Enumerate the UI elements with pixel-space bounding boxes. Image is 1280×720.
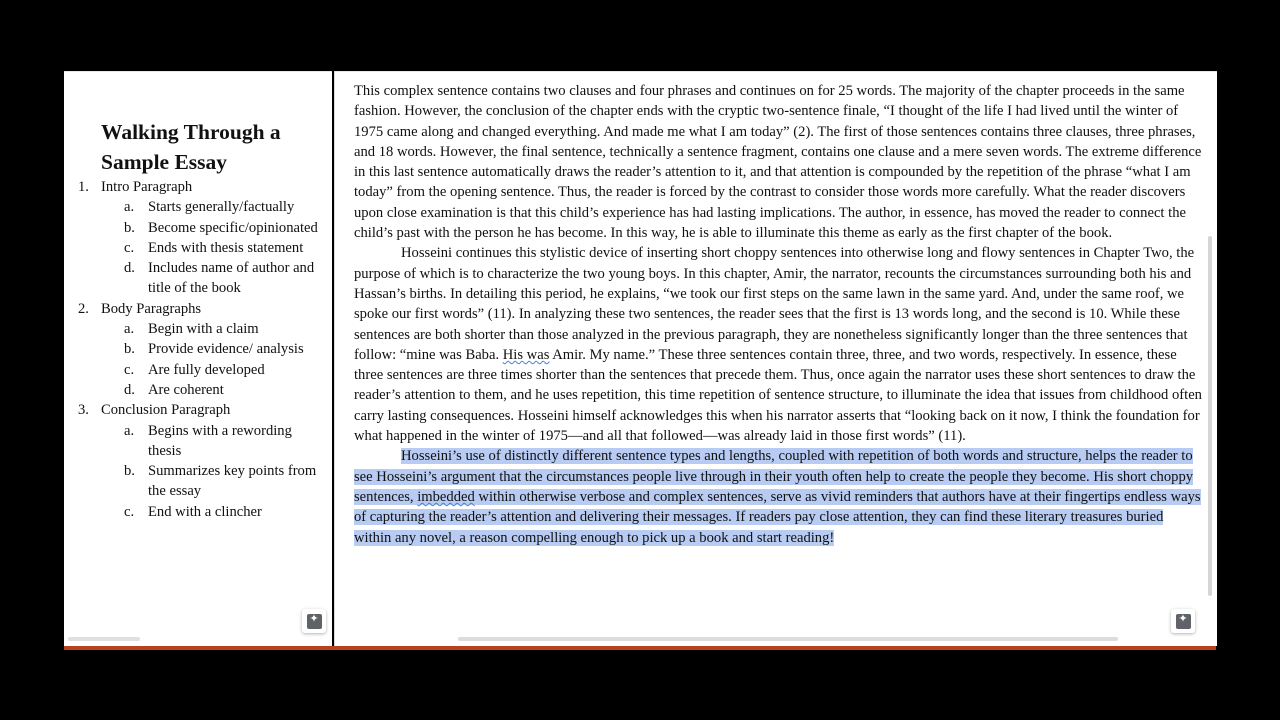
essay-outline-list bbox=[64, 177, 332, 522]
left-horizontal-scrollbar[interactable] bbox=[68, 637, 140, 641]
bottom-accent-bar bbox=[64, 646, 1216, 650]
outline-item-letter: a. bbox=[124, 422, 135, 439]
spelling-flag-imbedded[interactable]: imbedded bbox=[417, 488, 475, 505]
outline-item-label: Begins with a rewording thesis bbox=[148, 422, 292, 459]
outline-section bbox=[64, 299, 332, 319]
outline-item-letter: a. bbox=[124, 321, 135, 338]
outline-item-label: Ends with thesis statement bbox=[148, 239, 304, 256]
doc-top-border bbox=[335, 71, 1217, 72]
outline-item-label: Are fully developed bbox=[148, 361, 265, 378]
outline-item-label: Summarizes key points from the essay bbox=[148, 463, 317, 500]
paragraph-1[interactable]: This complex sentence contains two clauses and four phrases and continues on for 25 words. The majority of the chapter proceeds in the same fashion. However, the conclusion of the chapter ends with the cryptic two-sentence finale, “I thought of the life I had lived until the winter of 1975 came along and changed everything. And made me what I am today” (2). The first of those sentences contains three clauses, three phrases, and 18 words. However, the final sentence, technically a sentence fragment, contains one clause and a mere seven words. The extreme difference in this last sentence automatically draws the reader’s attention to it, and that attention is compounded by the repetition of the phrase “what I am today” from the opening sentence. Thus, the reader is forced by the contrast to consider those words more carefully. What the reader discovers upon close examination is that this child’s experience has had lasting implications. The author, in essence, has moved the reader to connect the child’s past with the person he has become. In this way, he is able to illuminate this theme as early as the first chapter of the book. bbox=[354, 83, 1202, 242]
outline-item-label: End with a clincher bbox=[148, 503, 262, 520]
outline-item-letter: b. bbox=[124, 219, 135, 236]
outline-item bbox=[64, 258, 328, 299]
paragraph-2-text-a: Hosseini continues this stylistic device of inserting short choppy sentences into otherwise long and flowy sentences in Chapter Two, the purpose of which is to characterize the two young boys. In this chapter, Amir, the narrator, recounts the circumstances surrounding both his and Hassan’s births. In detailing this period, he explains, “we took our first steps on the same lawn in the same yard. And, under the same roof, we spoke our first words” (11). In analyzing these two sentences, the reader sees that the first is 13 words long, and the second is 10. While these sentences are both shorter than those analyzed in the previous paragraph, they are nonetheless significantly longer than the three sentences that follow: “mine was Baba. bbox=[354, 245, 1195, 363]
outline-item bbox=[64, 380, 328, 400]
outline-item-letter: c. bbox=[124, 503, 135, 520]
outline-item-label: Are coherent bbox=[148, 381, 224, 398]
right-sparkle-button[interactable] bbox=[1171, 609, 1195, 633]
outline-item-letter: c. bbox=[124, 361, 135, 378]
outline-item bbox=[64, 421, 328, 462]
selection-highlight-a: Hosseini’s use of distinctly different sentence types and lengths, coupled with repetition of both words and structure, helps the reader to see Hosseini’s argument that the circumstances people live through in their youth often help to create the people they become. His short choppy sentences, bbox=[354, 448, 1194, 505]
outline-item-letter: a. bbox=[124, 199, 135, 216]
document-body[interactable] bbox=[354, 81, 1204, 548]
panel-top-border bbox=[64, 71, 332, 72]
outline-item bbox=[64, 218, 328, 238]
outline-item-label: Become specific/opinionated bbox=[148, 219, 318, 236]
outline-item bbox=[64, 197, 328, 217]
selection-highlight-b: within otherwise verbose and complex sentences, serve as vivid reminders that authors have at their fingertips endless ways of capturing the reader’s attention and delivering their messages. If readers pay close attention, they can find these literary treasures buried within any novel, a reason compelling enough to pick up a book and start reading! bbox=[354, 488, 1201, 546]
paragraph-2[interactable] bbox=[354, 243, 1204, 446]
outline-section-number: 3. bbox=[78, 402, 89, 419]
outline-section-label: Conclusion Paragraph bbox=[101, 402, 231, 419]
outline-item bbox=[64, 339, 328, 359]
outline-section-number: 1. bbox=[78, 179, 89, 195]
spelling-flag[interactable]: His was bbox=[502, 346, 550, 363]
outline-item bbox=[64, 502, 328, 522]
slide-notes-panel bbox=[64, 71, 332, 646]
outline-item-label: Includes name of author and title of the book bbox=[148, 260, 315, 297]
outline-item-letter: b. bbox=[124, 463, 135, 480]
outline-section bbox=[64, 177, 332, 197]
document-horizontal-scrollbar[interactable] bbox=[458, 637, 1118, 641]
outline-item-label: Begin with a claim bbox=[148, 321, 259, 338]
outline-item-letter: d. bbox=[124, 260, 135, 277]
document-vertical-scrollbar[interactable] bbox=[1208, 236, 1212, 596]
slide-title: Walking Through a Sample Essay bbox=[101, 120, 281, 174]
outline-item-label: Starts generally/factually bbox=[148, 199, 295, 216]
outline-item bbox=[64, 319, 328, 339]
outline-section bbox=[64, 400, 332, 420]
outline-item-letter: d. bbox=[124, 381, 135, 398]
outline-section-label: Body Paragraphs bbox=[101, 300, 202, 317]
outline-item bbox=[64, 360, 328, 380]
paragraph-2-text-b: Amir. My name.” These three sentences contain three, three, and two words, respectively. In essence, these three sentences are three times shorter than the sentences that precede them. Thus, once again the narrator uses these short sentences to draw the reader’s attention to them, and he uses repetition, this time repetition of sentence structure, to illuminate the idea that issues from childhood often carry lasting consequences. Hosseini himself acknowledges this when his narrator asserts that “looking back on it now, I think the foundation for what happened in the winter of 1975—and all that followed—was already laid in those first words” (11). bbox=[354, 346, 1202, 445]
document-pane[interactable] bbox=[334, 71, 1217, 646]
paragraph-3-selected[interactable] bbox=[354, 446, 1204, 547]
outline-item-label: Provide evidence/ analysis bbox=[148, 341, 304, 358]
sparkle-icon bbox=[307, 614, 322, 629]
outline-item bbox=[64, 461, 328, 502]
outline-item bbox=[64, 238, 328, 258]
outline-item-letter: c. bbox=[124, 239, 135, 256]
outline-item-letter: b. bbox=[124, 341, 135, 358]
left-sparkle-button[interactable] bbox=[302, 609, 326, 633]
outline-section-label: Intro Paragraph bbox=[101, 179, 193, 195]
sparkle-icon bbox=[1176, 614, 1191, 629]
outline-section-number: 2. bbox=[78, 300, 89, 317]
